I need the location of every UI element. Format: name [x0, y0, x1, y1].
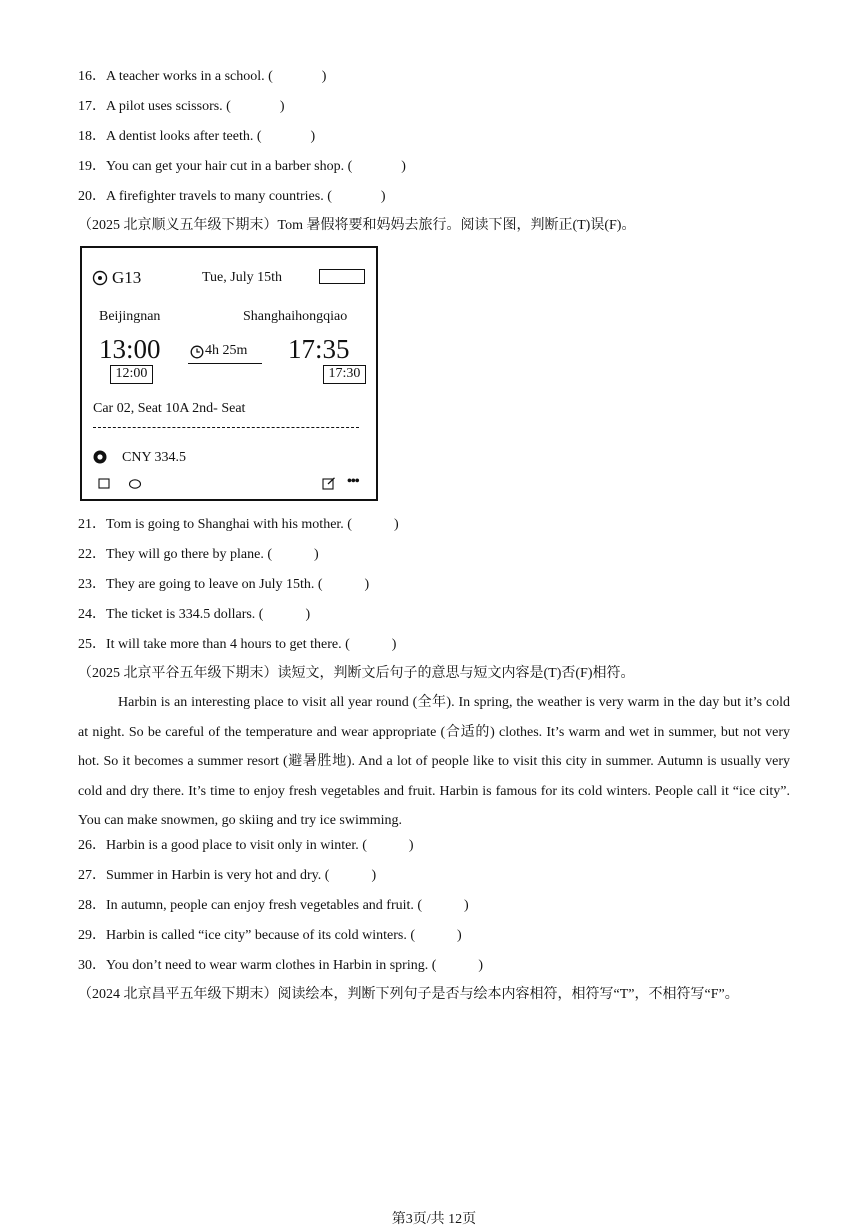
checkbox-icon — [98, 478, 110, 490]
edit-icon — [322, 477, 336, 490]
question-26: 26．Harbin is a good place to visit only in winter. ( ) — [78, 838, 414, 853]
arrive-time: 17:35 — [288, 334, 350, 364]
coin-icon — [92, 449, 108, 465]
question-25: 25．It will take more than 4 hours to get there. ( ) — [78, 637, 397, 652]
more-options-icon: ••• — [347, 474, 359, 489]
depart-boxed-time: 12:00 — [110, 365, 153, 384]
question-28: 28．In autumn, people can enjoy fresh vegetables and fruit. ( ) — [78, 898, 469, 913]
question-24: 24．The ticket is 334.5 dollars. ( ) — [78, 607, 311, 622]
from-station: Beijingnan — [99, 309, 161, 324]
arrive-boxed-time: 17:30 — [323, 365, 366, 384]
dashed-divider — [93, 427, 359, 428]
question-21: 21．Tom is going to Shanghai with his mother. ( ) — [78, 517, 399, 532]
question-18: 18．A dentist looks after teeth. ( ) — [78, 129, 316, 144]
travel-date: Tue, July 15th — [202, 270, 283, 285]
question-16: 16．A teacher works in a school. ( ) — [78, 69, 327, 84]
question-17: 17．A pilot uses scissors. ( ) — [78, 99, 285, 114]
page-footer: 第3页/共 12页 — [391, 1212, 477, 1227]
section-instruction-b: （2025 北京顺义五年级下期末）Tom 暑假将要和妈妈去旅行。阅读下图，判断正(T)误(F)。 — [78, 218, 636, 233]
question-19: 19．You can get your hair cut in a barber shop. ( ) — [78, 159, 406, 174]
section-instruction-c: （2025 北京平谷五年级下期末）读短文，判断文后句子的意思与短文内容是(T)否(F)相符。 — [78, 666, 635, 681]
question-29: 29．Harbin is called “ice city” because of its cold winters. ( ) — [78, 928, 462, 943]
target-circle-icon — [92, 270, 108, 286]
section-instruction-d: （2024 北京昌平五年级下期末）阅读绘本，判断下列句子是否与绘本内容相符，相符写“T”，不相符写“F”。 — [78, 987, 739, 1002]
train-ticket — [80, 246, 378, 501]
question-27: 27．Summer in Harbin is very hot and dry. ( ) — [78, 868, 377, 883]
passage-text: Harbin is an interesting place to visit all year round (全年). In spring, the weather is very warm in the day but it’s cold at night. So be careful of the temperature and wear appropriate (合适的) clothes. It’s warm and wet in summer, but not very hot. So it becomes a summer resort (避暑胜地). And a lot of people like to visit this city in summer. Autumn is usually very cold and dry there. It’s time to enjoy fresh vegetables and fruit. Harbin is famous for its cold winters. People call it “ice city”. You can make snowmen, go skiing and try ice swimming. — [78, 695, 790, 828]
duration-line — [188, 363, 262, 364]
to-station: Shanghaihongqiao — [243, 309, 348, 324]
chat-bubble-icon — [128, 478, 142, 490]
question-23: 23．They are going to leave on July 15th. ( ) — [78, 577, 370, 592]
blank-box — [319, 269, 365, 284]
seat-info: Car 02, Seat 10A 2nd- Seat — [93, 401, 246, 416]
question-20: 20．A firefighter travels to many countries. ( ) — [78, 189, 386, 204]
question-22: 22．They will go there by plane. ( ) — [78, 547, 319, 562]
ticket-price: CNY 334.5 — [122, 450, 187, 465]
depart-time: 13:00 — [99, 334, 161, 364]
train-number: G13 — [112, 268, 142, 287]
reading-passage — [78, 688, 790, 836]
question-30: 30．You don’t need to wear warm clothes in Harbin in spring. ( ) — [78, 958, 484, 973]
duration: 4h 25m — [205, 343, 248, 358]
clock-icon — [190, 345, 204, 359]
